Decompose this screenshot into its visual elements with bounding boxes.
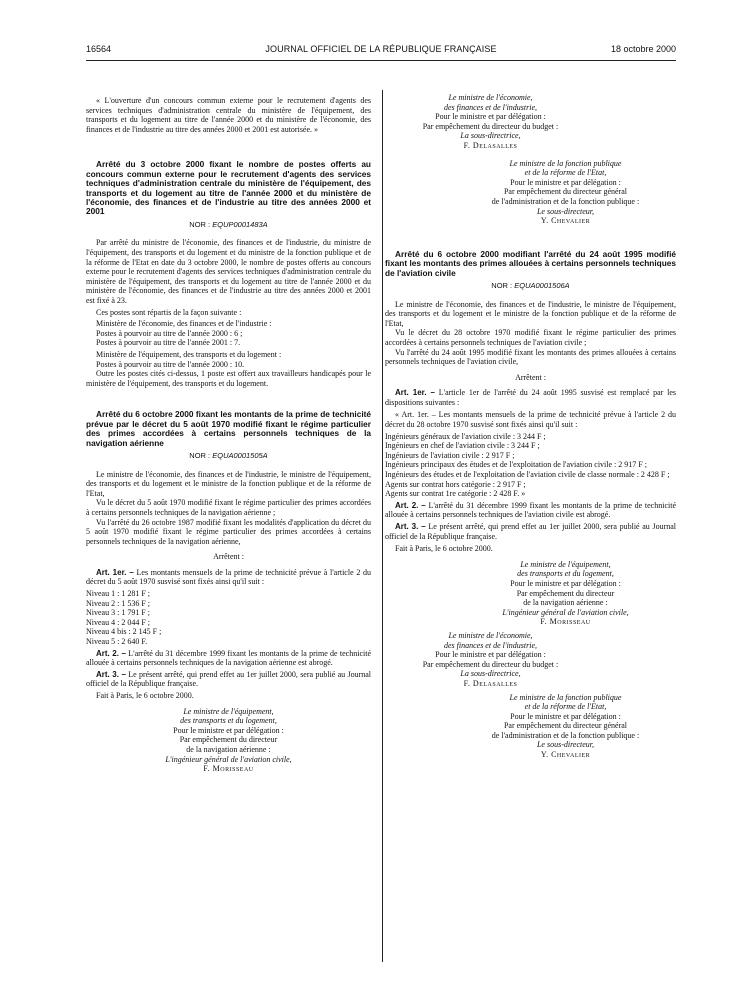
signature-line: et de la réforme de l'Etat, bbox=[524, 702, 607, 712]
signature-line: Par empêchement du directeur du budget : bbox=[422, 121, 559, 131]
header-rule bbox=[86, 60, 676, 61]
nor-reference bbox=[385, 281, 676, 291]
levels-list bbox=[86, 589, 371, 647]
signature-line: Pour le ministre et par délégation : bbox=[510, 578, 621, 588]
signature-line: L'ingénieur général de l'aviation civile, bbox=[502, 607, 629, 617]
signature-line: des finances et de l'industrie, bbox=[443, 640, 538, 650]
intro-quote: « L'ouverture d'un concours commun externe pour le recrutement d'agents des services techniques d'administration centrale du ministère de l'équipement, des transports et du logement au titre de l'année 2000 et du ministère de l'économie, des finances et de l'industrie au titre des années 2000 et 2001 est autorisée. » bbox=[86, 96, 371, 134]
article-3 bbox=[385, 522, 676, 541]
list-line: Postes à pourvoir au titre de l'année 2000 : 6 ; bbox=[96, 328, 243, 338]
signature-line: Pour le ministre et par délégation : bbox=[435, 650, 546, 660]
signature-line: Le ministre de l'économie, bbox=[448, 630, 533, 640]
signature-line: La sous-directrice, bbox=[460, 131, 521, 141]
signatory-name: F. Delasalles bbox=[463, 678, 518, 688]
paragraph: Vu l'arrêté du 26 octobre 1987 modifié fixant les modalités d'application du décret du 5 août 1970 modifié fixant le régime particulier des primes accordées à certains personnels techniques de la navigation aérienne, bbox=[86, 517, 371, 546]
article-text: L'article 1er de l'arrêté du 24 août 1995 susvisé est remplacé par les dispositions suivantes : bbox=[385, 388, 676, 407]
rate-item: Ingénieurs en chef de l'aviation civile : 3 244 F ; bbox=[385, 441, 540, 451]
done-at: Fait à Paris, le 6 octobre 2000. bbox=[395, 544, 493, 554]
article-label: Art. 2. – bbox=[395, 500, 426, 510]
signature-line: des transports et du logement, bbox=[180, 716, 277, 726]
signature-line: Par empêchement du directeur bbox=[516, 588, 615, 598]
signature-line: Le ministre de la fonction publique bbox=[509, 158, 622, 168]
signature-line: Par empêchement du directeur général bbox=[503, 721, 628, 731]
nor-code: EQUP0001483A bbox=[212, 219, 268, 229]
nor-label: NOR : bbox=[189, 219, 211, 229]
paragraph: Le ministre de l'économie, des finances et de l'industrie, le ministre de l'équipement, des transports et du logement et le ministre de la fonction publique et de la réforme de l'Etat, bbox=[385, 299, 676, 328]
signatory-name: F. Delasalles bbox=[463, 140, 518, 150]
nor-code: EQUA0001506A bbox=[514, 280, 570, 290]
level-item: Niveau 4 bis : 2 145 F ; bbox=[86, 627, 162, 637]
list-line: Postes à pourvoir au titre de l'année 2000 : 10. bbox=[96, 359, 245, 369]
article-2 bbox=[86, 649, 371, 668]
signature-line: Le sous-directeur, bbox=[536, 206, 595, 216]
journal-title: JOURNAL OFFICIEL DE LA RÉPUBLIQUE FRANÇAISE bbox=[265, 44, 497, 54]
rate-item: Ingénieurs principaux des études et de l'exploitation de l'aviation civile : 2 917 F ; bbox=[385, 460, 647, 470]
article-text: Le présent arrêté, qui prend effet au 1er juillet 2000, sera publié au Journal officiel de la République française. bbox=[86, 669, 372, 689]
article-text: Les montants mensuels de la prime de technicité prévue à l'article 2 du décret du 5 août 1970 susvisé sont fixés ainsi qu'il suit : bbox=[86, 567, 372, 587]
nor-label: NOR : bbox=[491, 280, 513, 290]
nor-reference bbox=[86, 220, 371, 230]
paragraph: Le ministre de l'économie, des finances et de l'industrie, le ministre de l'équipement, des transports et du logement et le ministre de la fonction publique et de la réforme de l'Etat, bbox=[86, 469, 371, 498]
level-item: Niveau 5 : 2 640 F. bbox=[86, 637, 148, 647]
article-1 bbox=[86, 568, 371, 587]
rates-list bbox=[385, 432, 676, 499]
page-header bbox=[86, 44, 676, 56]
arrete-title: Arrêté du 3 octobre 2000 fixant le nombre de postes offerts au concours commun externe pour le recrutement d'agents des services techniques d'administration centrale du ministère de l'équipement, des transports et du logement au titre de l'année 2000 et du ministère de l'économie, des finances et de l'industrie au titre des années 2000 et 2001 bbox=[86, 159, 371, 217]
article-label: Art. 1er. – bbox=[395, 388, 435, 398]
issue-date: 18 octobre 2000 bbox=[610, 44, 676, 54]
signatory-name: Y. Chevalier bbox=[540, 750, 591, 760]
page-number: 16564 bbox=[86, 44, 112, 54]
signature-line: Le sous-directeur, bbox=[536, 740, 595, 750]
signature-line: L'ingénieur général de l'aviation civile, bbox=[165, 754, 292, 764]
signature-line: des transports et du logement, bbox=[517, 569, 614, 579]
signatory-name: F. Morisseau bbox=[203, 764, 254, 774]
arretent-heading: Arrêtent : bbox=[515, 372, 546, 382]
right-column bbox=[385, 93, 676, 760]
article-label: Art. 1er. – bbox=[96, 567, 134, 577]
rate-item: Agents sur contrat 1re catégorie : 2 428 F. » bbox=[385, 489, 526, 499]
arretent-heading: Arrêtent : bbox=[213, 552, 244, 562]
signature-line: Par empêchement du directeur bbox=[179, 735, 278, 745]
article-text: L'arrêté du 31 décembre 1999 fixant les montants de la prime de technicité allouée à certains personnels techniques de l'aviation civile est abrogé. bbox=[385, 500, 676, 520]
signature-line: Pour le ministre et par délégation : bbox=[435, 112, 546, 122]
quoted-article: « Art. 1er. – Les montants mensuels de la prime de technicité prévue à l'article 2 du décret du 28 octobre 1970 susvisé sont fixés ainsi qu'il suit : bbox=[385, 410, 676, 430]
article-label: Art. 3. – bbox=[395, 522, 426, 531]
paragraph: Vu l'arrêté du 24 août 1995 modifié fixant les montants des primes allouées à certains personnels techniques de l'aviation civile, bbox=[385, 347, 676, 367]
signature-line: Pour le ministre et par délégation : bbox=[510, 177, 621, 187]
article-3 bbox=[86, 670, 371, 689]
nor-code: EQUA0001505A bbox=[212, 450, 268, 460]
signature-line: et de la réforme de l'Etat, bbox=[524, 168, 607, 178]
signature-line: de la navigation aérienne : bbox=[186, 744, 271, 754]
signature-line: Le ministre de l'équipement, bbox=[183, 706, 274, 716]
arrete-title: Arrêté du 6 octobre 2000 fixant les montants de la prime de technicité prévue par le décret du 5 août 1970 modifié fixant le régime particulier des primes accordées à certains personnels techniques de la navigation aérienne bbox=[86, 409, 371, 448]
article-label: Art. 3. – bbox=[96, 669, 126, 679]
article-label: Art. 2. – bbox=[96, 648, 126, 658]
level-item: Niveau 1 : 1 281 F ; bbox=[86, 589, 150, 599]
signatory-name: F. Morisseau bbox=[540, 617, 591, 627]
done-at: Fait à Paris, le 6 octobre 2000. bbox=[96, 691, 194, 700]
article-1 bbox=[385, 388, 676, 407]
signature-line: Pour le ministre et par délégation : bbox=[510, 711, 621, 721]
article-text: L'arrêté du 31 décembre 1999 fixant les montants de la prime de technicité allouée à certains personnels techniques de la navigation aérienne est abrogé. bbox=[86, 648, 372, 668]
nor-label: NOR : bbox=[189, 450, 211, 460]
signature-line: Le ministre de l'économie, bbox=[448, 93, 533, 102]
paragraph: Outre les postes cités ci-dessus, 1 poste est offert aux travailleurs handicapés pour le ministère de l'équipement, des transports et du logement. bbox=[86, 369, 371, 388]
rate-item: Ingénieurs de l'aviation civile : 2 917 F ; bbox=[385, 450, 515, 460]
paragraph: Vu le décret du 28 octobre 1970 modifié fixant le régime particulier des primes accordées à certains personnels techniques de l'aviation civile ; bbox=[385, 328, 676, 347]
level-item: Niveau 3 : 1 791 F ; bbox=[86, 608, 150, 618]
signature-line: La sous-directrice, bbox=[460, 669, 521, 679]
list-line: Ministère de l'équipement, des transports et du logement : bbox=[96, 349, 282, 359]
left-column bbox=[86, 96, 371, 774]
level-item: Niveau 4 : 2 044 F ; bbox=[86, 617, 150, 627]
list-line: Postes à pourvoir au titre de l'année 2001 : 7. bbox=[96, 338, 241, 348]
level-item: Niveau 2 : 1 536 F ; bbox=[86, 598, 150, 608]
rate-item: Agents sur contrat hors catégorie : 2 917 F ; bbox=[385, 479, 526, 489]
rate-item: Ingénieurs généraux de l'aviation civile : 3 244 F ; bbox=[385, 431, 546, 441]
paragraph: Par arrêté du ministre de l'économie, des finances et de l'industrie, du ministre de l'équipement, des transports et du logement et du ministre de la fonction publique et de la réforme de l'Etat en date du 3 octobre 2000, le nombre de postes offerts au concours externe pour le recrutement d'agents des services techniques d'administration centrale du ministère de l'équipement, des transports et du logement au titre de l'année 2000 et du ministère de l'économie, des finances et de l'industrie au titre des années 2000 et 2001 est fixé à 23. bbox=[86, 238, 371, 305]
signature-line: de l'administration et de la fonction publique : bbox=[491, 196, 640, 206]
nor-reference bbox=[86, 451, 371, 461]
article-text: Le présent arrêté, qui prend effet au 1er juillet 2000, sera publié au Journal officiel de la République française. bbox=[385, 522, 677, 541]
signature-line: Le ministre de la fonction publique bbox=[509, 692, 622, 702]
signatory-name: Y. Chevalier bbox=[540, 216, 591, 226]
paragraph: Vu le décret du 5 août 1970 modifié fixant le régime particulier des primes accordées à certains personnels techniques de la navigation aérienne ; bbox=[86, 498, 371, 517]
signature-line: de la navigation aérienne : bbox=[523, 598, 608, 608]
column-divider bbox=[382, 90, 383, 962]
arrete-title: Arrêté du 6 octobre 2000 modifiant l'arrêté du 24 août 1995 modifié fixant les montants des primes allouées à certains personnels techniques de l'aviation civile bbox=[385, 248, 676, 278]
rate-item: Ingénieurs des études et de l'exploitation de l'aviation civile de classe normale : 2 428 F ; bbox=[385, 470, 670, 480]
signature-line: Par empêchement du directeur du budget : bbox=[422, 659, 559, 669]
signature-line: Pour le ministre et par délégation : bbox=[173, 725, 284, 735]
signature-line: Par empêchement du directeur général bbox=[503, 187, 628, 197]
signature-line: Le ministre de l'équipement, bbox=[520, 559, 611, 569]
signature-line: des finances et de l'industrie, bbox=[443, 102, 538, 112]
paragraph: Ces postes sont répartis de la façon suivante : bbox=[96, 307, 242, 317]
signature-line: de l'administration et de la fonction publique : bbox=[491, 730, 640, 740]
article-2 bbox=[385, 501, 676, 520]
list-line: Ministère de l'économie, des finances et de l'industrie : bbox=[96, 319, 272, 329]
